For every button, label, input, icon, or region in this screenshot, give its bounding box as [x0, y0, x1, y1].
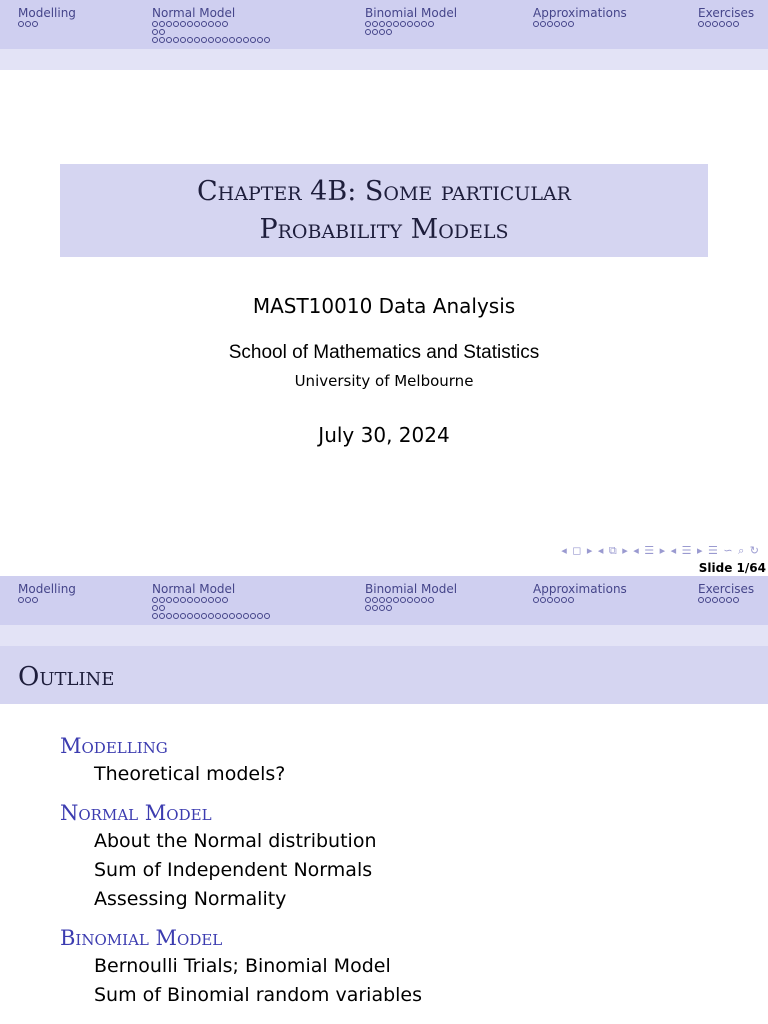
nav-section-modelling[interactable] [18, 6, 76, 29]
frame-dot-icon[interactable] [705, 597, 711, 603]
frame-dot-icon[interactable] [414, 597, 420, 603]
frame-dot-icon[interactable] [159, 597, 165, 603]
outline-subsection[interactable]: Assessing Normality [94, 888, 287, 910]
frame-dot-icon[interactable] [152, 597, 158, 603]
frame-dot-icon[interactable] [400, 21, 406, 27]
frame-dot-icon[interactable] [187, 21, 193, 27]
nav-section-binomial-model[interactable] [365, 582, 457, 613]
subsection-strip [0, 625, 768, 646]
outline-subsection[interactable]: About the Normal distribution [94, 830, 377, 852]
frame-dot-icon[interactable] [152, 21, 158, 27]
frame-dot-icon[interactable] [187, 613, 193, 619]
nav-section-label[interactable]: Exercises [698, 6, 755, 20]
frame-dot-icon[interactable] [547, 597, 553, 603]
outline-subsection[interactable]: Theoretical models? [94, 763, 286, 785]
headline-navigation [0, 0, 768, 49]
course-name: MAST10010 Data Analysis [252, 294, 516, 318]
frame-dot-icon[interactable] [194, 613, 200, 619]
nav-section-modelling[interactable] [18, 582, 76, 605]
frame-dot-icon[interactable] [173, 21, 179, 27]
nav-frame-dots[interactable] [365, 597, 457, 613]
frame-dot-icon[interactable] [421, 21, 427, 27]
university-name: University of Melbourne [294, 372, 474, 390]
frame-dot-icon[interactable] [222, 37, 228, 43]
nav-section-label[interactable]: Approximations [533, 582, 627, 596]
frame-dot-icon[interactable] [698, 597, 704, 603]
frame-dot-icon[interactable] [554, 21, 560, 27]
frame-dot-icon[interactable] [166, 613, 172, 619]
frame-dot-icon[interactable] [372, 29, 378, 35]
presentation-date: July 30, 2024 [318, 423, 450, 447]
frame-dot-icon[interactable] [159, 37, 165, 43]
frame-dot-icon[interactable] [372, 597, 378, 603]
frame-dot-icon[interactable] [554, 597, 560, 603]
frame-dot-icon[interactable] [407, 597, 413, 603]
frame-dot-icon[interactable] [365, 597, 371, 603]
slide-title: Chapter 4B: Some particular Probability Models [197, 175, 571, 245]
frame-dot-icon[interactable] [166, 21, 172, 27]
frame-dot-icon[interactable] [215, 21, 221, 27]
frame-dot-icon[interactable] [365, 21, 371, 27]
outline-list [60, 732, 422, 1010]
nav-dot-row [152, 37, 270, 45]
frame-dot-icon[interactable] [400, 597, 406, 603]
frame-dot-icon[interactable] [201, 613, 207, 619]
nav-section-normal-model[interactable] [152, 582, 270, 621]
frame-dot-icon[interactable] [229, 37, 235, 43]
frame-dot-icon[interactable] [159, 29, 165, 35]
frame-dot-icon[interactable] [159, 21, 165, 27]
nav-frame-dots[interactable] [533, 597, 627, 605]
frame-dot-icon[interactable] [243, 613, 249, 619]
frame-dot-icon[interactable] [250, 37, 256, 43]
nav-section-binomial-model[interactable] [365, 6, 457, 37]
frame-dot-icon[interactable] [393, 597, 399, 603]
nav-dot-row [152, 29, 270, 37]
frame-dot-icon[interactable] [173, 613, 179, 619]
frame-dot-icon[interactable] [229, 613, 235, 619]
frame-dot-icon[interactable] [173, 37, 179, 43]
frame-dot-icon[interactable] [236, 37, 242, 43]
frame-dot-icon[interactable] [201, 597, 207, 603]
frame-dot-icon[interactable] [173, 597, 179, 603]
frame-dot-icon[interactable] [733, 21, 739, 27]
frame-dot-icon[interactable] [187, 37, 193, 43]
frame-dot-icon[interactable] [215, 613, 221, 619]
frame-dot-icon[interactable] [201, 37, 207, 43]
nav-section-label[interactable]: Approximations [533, 6, 627, 20]
outline-section-normal-model[interactable]: Normal Model [60, 801, 212, 825]
nav-dot-row [698, 21, 754, 29]
frame-dot-icon[interactable] [386, 605, 392, 611]
frame-dot-icon[interactable] [166, 597, 172, 603]
frame-dot-icon[interactable] [379, 605, 385, 611]
frame-dot-icon[interactable] [208, 37, 214, 43]
frame-dot-icon[interactable] [257, 613, 263, 619]
frame-dot-icon[interactable] [568, 597, 574, 603]
outline-subsection[interactable]: Sum of Independent Normals [94, 859, 373, 881]
nav-section-exercises[interactable] [698, 582, 754, 605]
frame-dot-icon[interactable] [250, 613, 256, 619]
nav-dot-row [152, 605, 270, 613]
nav-section-exercises[interactable] [698, 6, 754, 29]
frame-dot-icon[interactable] [32, 597, 38, 603]
frame-dot-icon[interactable] [18, 597, 24, 603]
frame-dot-icon[interactable] [365, 605, 371, 611]
frame-dot-icon[interactable] [152, 37, 158, 43]
frame-dot-icon[interactable] [705, 21, 711, 27]
nav-dot-row [152, 21, 270, 29]
frame-dot-icon[interactable] [208, 21, 214, 27]
frame-dot-icon[interactable] [32, 21, 38, 27]
frame-title-band [0, 646, 768, 704]
frame-dot-icon[interactable] [712, 21, 718, 27]
headline-navigation [0, 576, 768, 625]
outline-subsection[interactable]: Sum of Binomial random variables [94, 984, 423, 1006]
nav-section-label[interactable]: Binomial Model [365, 582, 458, 596]
frame-dot-icon[interactable] [712, 597, 718, 603]
nav-frame-dots[interactable] [698, 21, 754, 29]
frame-dot-icon[interactable] [540, 597, 546, 603]
nav-frame-dots[interactable] [533, 21, 627, 29]
nav-section-label[interactable]: Modelling [18, 6, 76, 20]
frame-dot-icon[interactable] [25, 21, 31, 27]
frame-dot-icon[interactable] [372, 605, 378, 611]
frame-dot-icon[interactable] [194, 37, 200, 43]
frame-dot-icon[interactable] [180, 597, 186, 603]
nav-section-label[interactable]: Binomial Model [365, 6, 458, 20]
nav-frame-dots[interactable] [698, 597, 754, 605]
frame-dot-icon[interactable] [208, 613, 214, 619]
frame-dot-icon[interactable] [365, 29, 371, 35]
nav-dot-row [152, 613, 270, 621]
nav-dot-row [18, 597, 76, 605]
slide-number: Slide 1/64 [698, 561, 766, 575]
nav-dot-row [365, 21, 457, 29]
frame-dot-icon[interactable] [533, 21, 539, 27]
frame-dot-icon[interactable] [386, 21, 392, 27]
nav-frame-dots[interactable] [18, 21, 76, 29]
outline-section-modelling[interactable]: Modelling [60, 734, 168, 758]
navigation-symbols[interactable]: ◂ ◻ ▸ ◂ ⧉ ▸ ◂ ☰ ▸ ◂ ☰ ▸ ☰ ∽ ⌕ ↻ [561, 544, 760, 557]
frame-dot-icon[interactable] [25, 597, 31, 603]
frame-dot-icon[interactable] [547, 21, 553, 27]
frame-dot-icon[interactable] [561, 597, 567, 603]
nav-dot-row [365, 29, 457, 37]
frame-dot-icon[interactable] [379, 21, 385, 27]
frame-dot-icon[interactable] [159, 613, 165, 619]
frame-dot-icon[interactable] [180, 21, 186, 27]
nav-section-approximations[interactable] [533, 6, 627, 29]
frame-dot-icon[interactable] [201, 21, 207, 27]
frame-dot-icon[interactable] [407, 21, 413, 27]
frame-dot-icon[interactable] [159, 605, 165, 611]
frame-dot-icon[interactable] [733, 597, 739, 603]
frame-dot-icon[interactable] [421, 597, 427, 603]
frame-dot-icon[interactable] [215, 37, 221, 43]
frame-dot-icon[interactable] [152, 613, 158, 619]
frame-dot-icon[interactable] [428, 597, 434, 603]
nav-section-label[interactable]: Exercises [698, 582, 755, 596]
frame-dot-icon[interactable] [222, 597, 228, 603]
frame-dot-icon[interactable] [222, 613, 228, 619]
frame-dot-icon[interactable] [372, 21, 378, 27]
frame-dot-icon[interactable] [698, 21, 704, 27]
frame-dot-icon[interactable] [208, 597, 214, 603]
frame-dot-icon[interactable] [393, 21, 399, 27]
frame-dot-icon[interactable] [187, 597, 193, 603]
frame-dot-icon[interactable] [194, 597, 200, 603]
frame-dot-icon[interactable] [243, 37, 249, 43]
frame-dot-icon[interactable] [379, 597, 385, 603]
nav-dot-row [698, 597, 754, 605]
frame-dot-icon[interactable] [152, 29, 158, 35]
frame-dot-icon[interactable] [726, 21, 732, 27]
title-box [60, 164, 708, 257]
frame-dot-icon[interactable] [222, 21, 228, 27]
nav-dot-row [533, 597, 627, 605]
frame-dot-icon[interactable] [719, 21, 725, 27]
frame-dot-icon[interactable] [18, 21, 24, 27]
nav-section-approximations[interactable] [533, 582, 627, 605]
frame-dot-icon[interactable] [561, 21, 567, 27]
frame-dot-icon[interactable] [386, 29, 392, 35]
frame-dot-icon[interactable] [533, 597, 539, 603]
subsection-strip [0, 49, 768, 70]
frame-dot-icon[interactable] [180, 37, 186, 43]
frame-dot-icon[interactable] [257, 37, 263, 43]
outline-slide [0, 576, 768, 1024]
frame-dot-icon[interactable] [719, 597, 725, 603]
frame-dot-icon[interactable] [236, 613, 242, 619]
frame-dot-icon[interactable] [264, 37, 270, 43]
nav-dot-row [365, 605, 457, 613]
frame-dot-icon[interactable] [180, 613, 186, 619]
nav-dot-row [533, 21, 627, 29]
nav-section-label[interactable]: Normal Model [152, 582, 236, 596]
frame-dot-icon[interactable] [166, 37, 172, 43]
outline-section-binomial-model[interactable]: Binomial Model [60, 926, 223, 950]
nav-section-label[interactable]: Modelling [18, 582, 76, 596]
frame-dot-icon[interactable] [264, 613, 270, 619]
frame-dot-icon[interactable] [540, 21, 546, 27]
nav-frame-dots[interactable] [152, 21, 270, 45]
outline-subsection[interactable]: Bernoulli Trials; Binomial Model [94, 955, 391, 977]
frame-dot-icon[interactable] [152, 605, 158, 611]
nav-dot-row [152, 597, 270, 605]
frame-dot-icon[interactable] [194, 21, 200, 27]
frame-title: Outline [18, 662, 115, 692]
nav-frame-dots[interactable] [152, 597, 270, 621]
frame-dot-icon[interactable] [386, 597, 392, 603]
nav-frame-dots[interactable] [365, 21, 457, 37]
frame-dot-icon[interactable] [414, 21, 420, 27]
nav-section-label[interactable]: Normal Model [152, 6, 236, 20]
nav-frame-dots[interactable] [18, 597, 76, 605]
frame-dot-icon[interactable] [428, 21, 434, 27]
school-name: School of Mathematics and Statistics [228, 342, 540, 363]
nav-dot-row [365, 597, 457, 605]
frame-dot-icon[interactable] [215, 597, 221, 603]
nav-section-normal-model[interactable] [152, 6, 270, 45]
frame-dot-icon[interactable] [379, 29, 385, 35]
frame-dot-icon[interactable] [568, 21, 574, 27]
nav-dot-row [18, 21, 76, 29]
frame-dot-icon[interactable] [726, 597, 732, 603]
